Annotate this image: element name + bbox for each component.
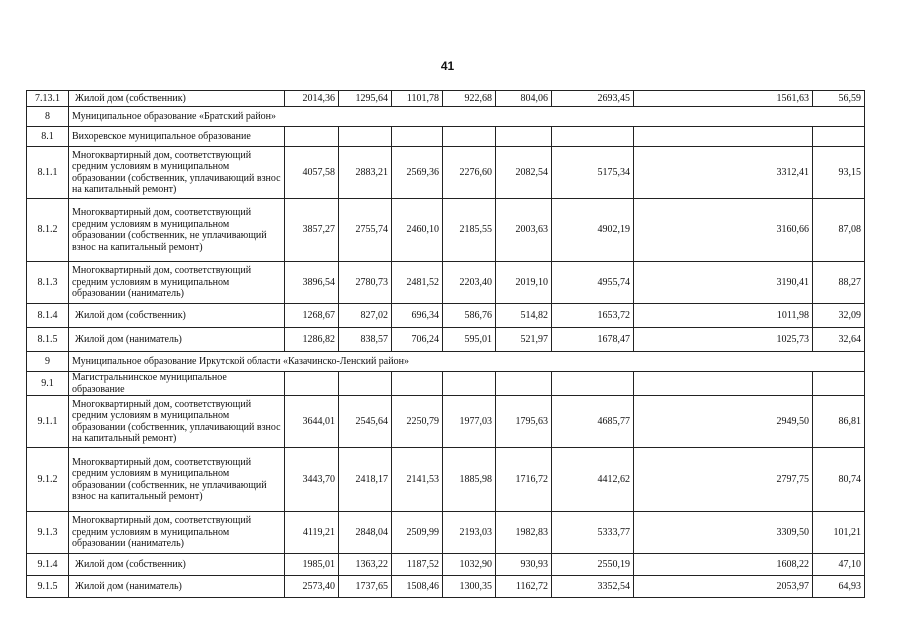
value-cell: 930,93 xyxy=(496,554,552,576)
table-body xyxy=(27,91,865,598)
value-cell: 1363,22 xyxy=(339,554,392,576)
empty-cell xyxy=(634,127,813,147)
empty-cell xyxy=(339,372,392,396)
value-cell: 1268,67 xyxy=(285,304,339,328)
table-row xyxy=(27,147,865,199)
row-number: 9 xyxy=(27,352,69,372)
value-cell: 2550,19 xyxy=(552,554,634,576)
section-title: Муниципальное образование Иркутской области «Казачинско-Ленский район» xyxy=(69,352,865,372)
row-description: Жилой дом (собственник) xyxy=(69,304,285,328)
value-cell: 2141,53 xyxy=(392,448,443,512)
empty-cell xyxy=(496,372,552,396)
value-cell: 2250,79 xyxy=(392,396,443,448)
row-description: Многоквартирный дом, соответствующий средним условиям в муниципальном образовании (собственник, не уплачивающий взнос на капитальный ремонт) xyxy=(69,448,285,512)
row-number: 8.1.4 xyxy=(27,304,69,328)
row-number: 9.1.5 xyxy=(27,576,69,598)
value-cell: 2193,03 xyxy=(443,512,496,554)
value-cell: 1286,82 xyxy=(285,328,339,352)
value-cell: 32,09 xyxy=(813,304,865,328)
value-cell: 87,08 xyxy=(813,199,865,262)
value-cell: 2014,36 xyxy=(285,91,339,107)
row-description: Жилой дом (наниматель) xyxy=(69,576,285,598)
value-cell: 2693,45 xyxy=(552,91,634,107)
value-cell: 93,15 xyxy=(813,147,865,199)
table-row xyxy=(27,396,865,448)
value-cell: 2949,50 xyxy=(634,396,813,448)
empty-cell xyxy=(443,372,496,396)
value-cell: 838,57 xyxy=(339,328,392,352)
table-row xyxy=(27,91,865,107)
value-cell: 2185,55 xyxy=(443,199,496,262)
row-number: 8.1.5 xyxy=(27,328,69,352)
value-cell: 47,10 xyxy=(813,554,865,576)
empty-cell xyxy=(634,372,813,396)
value-cell: 4685,77 xyxy=(552,396,634,448)
value-cell: 4955,74 xyxy=(552,262,634,304)
row-number: 9.1.1 xyxy=(27,396,69,448)
table-row xyxy=(27,328,865,352)
value-cell: 1716,72 xyxy=(496,448,552,512)
value-cell: 696,34 xyxy=(392,304,443,328)
value-cell: 5333,77 xyxy=(552,512,634,554)
value-cell: 5175,34 xyxy=(552,147,634,199)
value-cell: 595,01 xyxy=(443,328,496,352)
value-cell: 1985,01 xyxy=(285,554,339,576)
value-cell: 827,02 xyxy=(339,304,392,328)
table-row xyxy=(27,448,865,512)
value-cell: 1101,78 xyxy=(392,91,443,107)
row-description: Многоквартирный дом, соответствующий средним условиям в муниципальном образовании (собственник, не уплачивающий взнос на капитальный ремонт) xyxy=(69,199,285,262)
row-number: 8 xyxy=(27,107,69,127)
value-cell: 88,27 xyxy=(813,262,865,304)
table-row xyxy=(27,304,865,328)
empty-cell xyxy=(285,372,339,396)
value-cell: 1561,63 xyxy=(634,91,813,107)
value-cell: 3190,41 xyxy=(634,262,813,304)
value-cell: 3352,54 xyxy=(552,576,634,598)
value-cell: 3644,01 xyxy=(285,396,339,448)
value-cell: 3896,54 xyxy=(285,262,339,304)
row-description: Жилой дом (собственник) xyxy=(69,91,285,107)
value-cell: 80,74 xyxy=(813,448,865,512)
value-cell: 2545,64 xyxy=(339,396,392,448)
value-cell: 2276,60 xyxy=(443,147,496,199)
value-cell: 1032,90 xyxy=(443,554,496,576)
value-cell: 1295,64 xyxy=(339,91,392,107)
value-cell: 1795,63 xyxy=(496,396,552,448)
value-cell: 2053,97 xyxy=(634,576,813,598)
table-row xyxy=(27,262,865,304)
value-cell: 32,64 xyxy=(813,328,865,352)
table-row xyxy=(27,576,865,598)
empty-cell xyxy=(552,372,634,396)
value-cell: 2418,17 xyxy=(339,448,392,512)
row-number: 8.1.3 xyxy=(27,262,69,304)
value-cell: 3312,41 xyxy=(634,147,813,199)
value-cell: 4119,21 xyxy=(285,512,339,554)
value-cell: 2573,40 xyxy=(285,576,339,598)
value-cell: 2755,74 xyxy=(339,199,392,262)
value-cell: 1025,73 xyxy=(634,328,813,352)
value-cell: 4902,19 xyxy=(552,199,634,262)
value-cell: 1977,03 xyxy=(443,396,496,448)
value-cell: 2481,52 xyxy=(392,262,443,304)
value-cell: 1508,46 xyxy=(392,576,443,598)
value-cell: 1885,98 xyxy=(443,448,496,512)
row-number: 9.1.2 xyxy=(27,448,69,512)
value-cell: 1608,22 xyxy=(634,554,813,576)
value-cell: 3857,27 xyxy=(285,199,339,262)
table-row xyxy=(27,199,865,262)
section-row xyxy=(27,352,865,372)
empty-cell xyxy=(552,127,634,147)
value-cell: 2460,10 xyxy=(392,199,443,262)
value-cell: 4412,62 xyxy=(552,448,634,512)
empty-cell xyxy=(392,127,443,147)
section-title: Вихоревское муниципальное образование xyxy=(69,127,285,147)
section-row xyxy=(27,107,865,127)
row-number: 9.1.4 xyxy=(27,554,69,576)
row-number: 9.1.3 xyxy=(27,512,69,554)
value-cell: 101,21 xyxy=(813,512,865,554)
row-number: 8.1.2 xyxy=(27,199,69,262)
row-description: Многоквартирный дом, соответствующий средним условиям в муниципальном образовании (собственник, уплачивающий взнос на капитальный ремонт) xyxy=(69,147,285,199)
value-cell: 521,97 xyxy=(496,328,552,352)
table-row xyxy=(27,554,865,576)
value-cell: 586,76 xyxy=(443,304,496,328)
row-description: Жилой дом (собственник) xyxy=(69,554,285,576)
value-cell: 1678,47 xyxy=(552,328,634,352)
value-cell: 1011,98 xyxy=(634,304,813,328)
tariff-table xyxy=(26,90,865,598)
value-cell: 4057,58 xyxy=(285,147,339,199)
value-cell: 2797,75 xyxy=(634,448,813,512)
value-cell: 1653,72 xyxy=(552,304,634,328)
value-cell: 2019,10 xyxy=(496,262,552,304)
section-title: Муниципальное образование «Братский район» xyxy=(69,107,865,127)
value-cell: 2780,73 xyxy=(339,262,392,304)
value-cell: 1300,35 xyxy=(443,576,496,598)
empty-cell xyxy=(339,127,392,147)
value-cell: 3443,70 xyxy=(285,448,339,512)
empty-cell xyxy=(443,127,496,147)
value-cell: 1737,65 xyxy=(339,576,392,598)
value-cell: 2883,21 xyxy=(339,147,392,199)
value-cell: 64,93 xyxy=(813,576,865,598)
value-cell: 2569,36 xyxy=(392,147,443,199)
subsection-row xyxy=(27,127,865,147)
row-description: Многоквартирный дом, соответствующий средним условиям в муниципальном образовании (наниматель) xyxy=(69,262,285,304)
value-cell: 1187,52 xyxy=(392,554,443,576)
value-cell: 706,24 xyxy=(392,328,443,352)
empty-cell xyxy=(496,127,552,147)
row-description: Многоквартирный дом, соответствующий средним условиям в муниципальном образовании (собственник, уплачивающий взнос на капитальный ремонт) xyxy=(69,396,285,448)
section-title: Магистральнинское муниципальное образование xyxy=(69,372,285,396)
table-row xyxy=(27,512,865,554)
row-number: 9.1 xyxy=(27,372,69,396)
empty-cell xyxy=(285,127,339,147)
value-cell: 804,06 xyxy=(496,91,552,107)
value-cell: 2082,54 xyxy=(496,147,552,199)
row-description: Многоквартирный дом, соответствующий средним условиям в муниципальном образовании (наниматель) xyxy=(69,512,285,554)
value-cell: 86,81 xyxy=(813,396,865,448)
value-cell: 2509,99 xyxy=(392,512,443,554)
empty-cell xyxy=(813,127,865,147)
row-number: 8.1 xyxy=(27,127,69,147)
value-cell: 922,68 xyxy=(443,91,496,107)
value-cell: 1982,83 xyxy=(496,512,552,554)
value-cell: 3160,66 xyxy=(634,199,813,262)
empty-cell xyxy=(813,372,865,396)
value-cell: 1162,72 xyxy=(496,576,552,598)
value-cell: 2003,63 xyxy=(496,199,552,262)
value-cell: 3309,50 xyxy=(634,512,813,554)
page-number: 41 xyxy=(440,59,455,73)
empty-cell xyxy=(392,372,443,396)
value-cell: 514,82 xyxy=(496,304,552,328)
value-cell: 56,59 xyxy=(813,91,865,107)
value-cell: 2203,40 xyxy=(443,262,496,304)
row-description: Жилой дом (наниматель) xyxy=(69,328,285,352)
value-cell: 2848,04 xyxy=(339,512,392,554)
subsection-row xyxy=(27,372,865,396)
row-number: 7.13.1 xyxy=(27,91,69,107)
row-number: 8.1.1 xyxy=(27,147,69,199)
